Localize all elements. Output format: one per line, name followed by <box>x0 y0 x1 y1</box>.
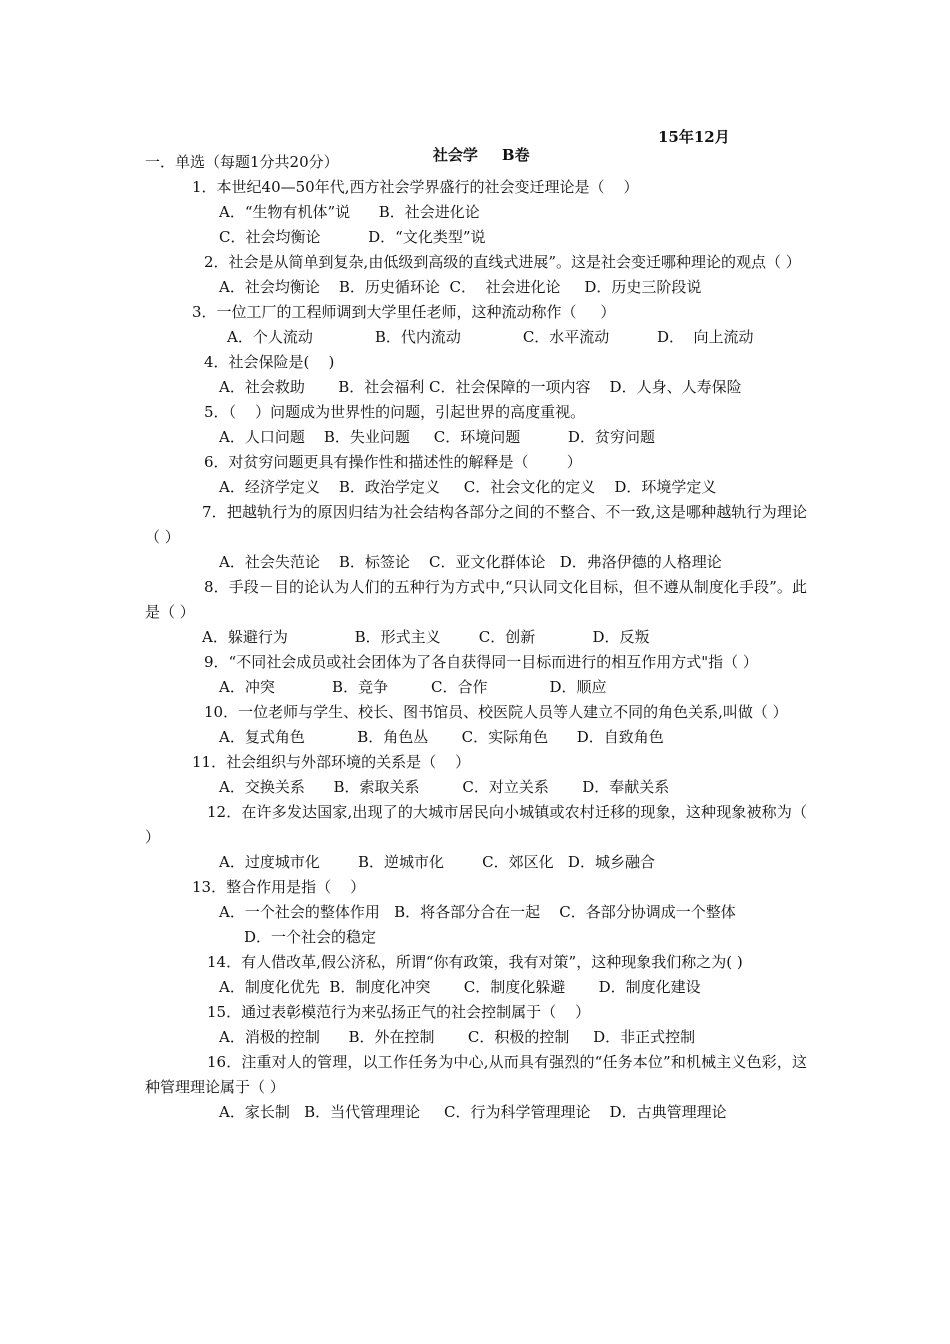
question-stem: 15．通过表彰模范行为来弘扬正气的社会控制属于（ ） <box>207 1003 591 1021</box>
question-stem: 8．手段－目的论认为人们的五种行为方式中,“只认同文化目标，但不遵从制度化手段”。此是（ ） <box>145 578 807 621</box>
question-stem: 12．在许多发达国家,出现了的大城市居民向小城镇或农村迁移的现象，这种现象被称为（ ） <box>145 803 807 846</box>
question-stem: 4．社会保险是( ) <box>204 353 335 371</box>
question-stem: 3．一位工厂的工程师调到大学里任老师，这种流动称作（ ） <box>192 303 616 321</box>
question-stem: 16．注重对人的管理，以工作任务为中心,从而具有强烈的“任务本位”和机械主义色彩，这种管理理论属于（ ） <box>145 1053 807 1096</box>
question-options: A．社会失范论 B．标签论 C．亚文化群体论 D．弗洛伊德的人格理论 <box>219 553 722 571</box>
question-stem: 13．整合作用是指（ ） <box>192 878 366 896</box>
question-stem: 14．有人借改革,假公济私，所谓“你有政策，我有对策”，这种现象我们称之为( ) <box>207 953 743 971</box>
question-stem: 11．社会组织与外部环境的关系是（ ） <box>192 753 471 771</box>
question-stem: 6．对贫穷问题更具有操作性和描述性的解释是（ ） <box>204 453 582 471</box>
question-list <box>145 150 807 1125</box>
question-stem: 9．“不同社会成员或社会团体为了各自获得同一目标而进行的相互作用方式"指（ ） <box>204 653 758 671</box>
subject-title: 社会学 <box>432 146 478 164</box>
question-options: C．社会均衡论 D．“文化类型”说 <box>219 228 486 246</box>
question-stem: 10．一位老师与学生、校长、图书馆员、校医院人员等人建立不同的角色关系,叫做（ ） <box>204 703 788 721</box>
question-stem: 7．把越轨行为的原因归结为社会结构各部分之间的不整合、不一致,这是哪种越轨行为理论（ ） <box>145 503 807 546</box>
question-options: A．冲突 B．竞争 C．合作 D．顺应 <box>219 678 607 696</box>
paper-label: B卷 <box>501 146 530 164</box>
question-options: A．制度化优先 B．制度化冲突 C．制度化躲避 D．制度化建设 <box>219 978 701 996</box>
question-options: D．一个社会的稳定 <box>244 928 377 946</box>
question-options: A．躲避行为 B．形式主义 C．创新 D．反叛 <box>202 628 650 646</box>
section-heading: 一．单选（每题1分共20分） <box>145 153 339 171</box>
question-options: A．一个社会的整体作用 B．将各部分合在一起 C．各部分协调成一个整体 <box>219 903 736 921</box>
question-options: A．消极的控制 B．外在控制 C．积极的控制 D．非正式控制 <box>219 1028 696 1046</box>
question-options: A．人口问题 B．失业问题 C．环境问题 D．贫穷问题 <box>219 428 655 446</box>
question-options: A．过度城市化 B．逆城市化 C．郊区化 D．城乡融合 <box>219 853 655 871</box>
question-stem: 1．本世纪40—50年代,西方社会学界盛行的社会变迁理论是（ ） <box>192 178 639 196</box>
question-options: A．社会均衡论 B．历史循环论 C． 社会进化论 D．历史三阶段说 <box>219 278 702 296</box>
question-options: A．个人流动 B．代内流动 C．水平流动 D． 向上流动 <box>227 328 754 346</box>
question-stem: 5．（ ）问题成为世界性的问题，引起世界的高度重视。 <box>204 403 586 421</box>
question-stem: 2．社会是从简单到复杂,由低级到高级的直线式进展”。这是社会变迁哪种理论的观点（ ） <box>204 253 801 271</box>
question-options: A．社会救助 B．社会福利 C．社会保障的一项内容 D．人身、人寿保险 <box>219 378 742 396</box>
exam-date: 15年12月 <box>658 128 730 146</box>
question-options: A．“生物有机体”说 B．社会进化论 <box>219 203 480 221</box>
question-options: A．交换关系 B．索取关系 C．对立关系 D．奉献关系 <box>219 778 670 796</box>
question-options: A．家长制 B．当代管理理论 C．行为科学管理理论 D．古典管理理论 <box>219 1103 727 1121</box>
question-options: A．复式角色 B．角色丛 C．实际角色 D．自致角色 <box>219 728 664 746</box>
question-options: A．经济学定义 B．政治学定义 C．社会文化的定义 D．环境学定义 <box>219 478 717 496</box>
